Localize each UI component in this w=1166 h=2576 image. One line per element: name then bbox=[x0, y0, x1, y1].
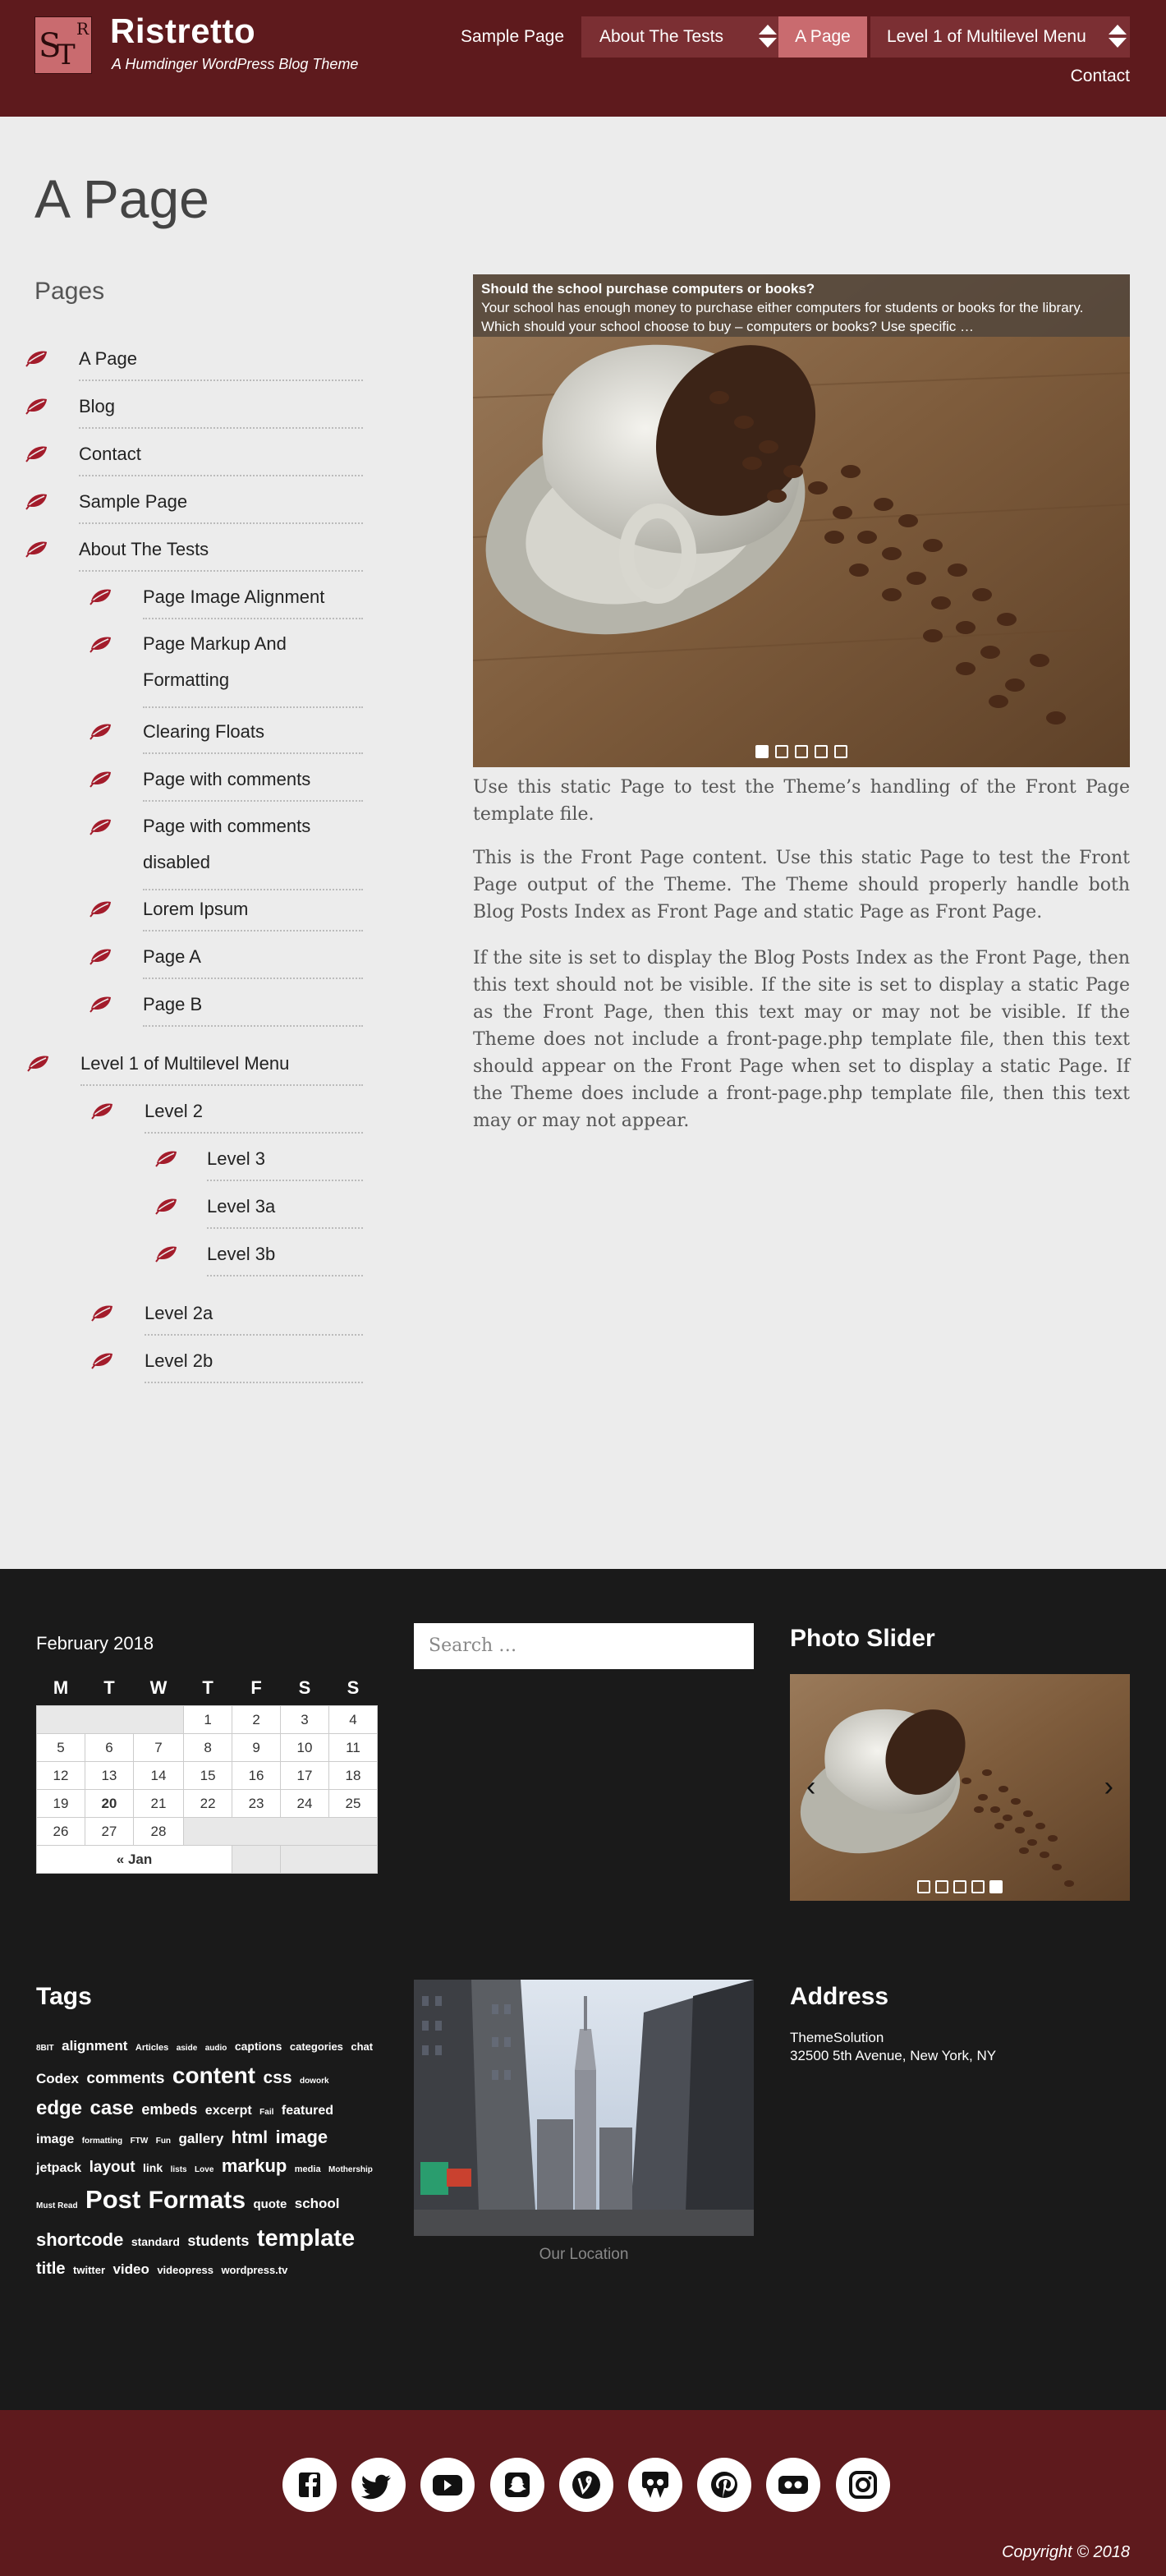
tag-link[interactable]: alignment bbox=[62, 2038, 128, 2054]
leaf-bullet-icon bbox=[26, 1053, 51, 1073]
tag-link[interactable]: audio bbox=[204, 2044, 227, 2053]
pages-menu-label: About The Tests bbox=[79, 539, 209, 559]
tag-link[interactable]: captions bbox=[234, 2040, 282, 2053]
photo-slider-dot[interactable] bbox=[953, 1880, 966, 1893]
tag-link[interactable]: wordpress.tv bbox=[221, 2264, 288, 2277]
tag-link[interactable]: gallery bbox=[178, 2131, 224, 2147]
calendar-day: 11 bbox=[328, 1734, 377, 1762]
calendar-widget bbox=[36, 1671, 378, 1874]
tag-link[interactable]: featured bbox=[281, 2104, 333, 2118]
menu-divider bbox=[145, 1334, 363, 1336]
nav-about-label: About The Tests bbox=[599, 27, 723, 46]
tag-link[interactable]: template bbox=[256, 2224, 356, 2252]
twitter-icon[interactable] bbox=[351, 2458, 406, 2512]
pages-menu-item[interactable] bbox=[89, 981, 309, 1027]
calendar-day: 20 bbox=[85, 1790, 133, 1818]
pages-menu-label: Page A bbox=[143, 946, 201, 967]
pages-menu-label: Level 3a bbox=[207, 1196, 276, 1217]
pages-menu-item[interactable] bbox=[25, 526, 309, 572]
pages-menu-label: Clearing Floats bbox=[143, 721, 264, 742]
menu-divider bbox=[145, 1382, 363, 1383]
calendar-weekday: W bbox=[149, 1677, 168, 1698]
calendar-day: 14 bbox=[133, 1762, 183, 1790]
tag-link[interactable]: categories bbox=[289, 2040, 343, 2053]
calendar-pad bbox=[232, 1846, 281, 1874]
coffee-cup-image bbox=[790, 1674, 1130, 1901]
photo-slider-pagination bbox=[790, 1880, 1130, 1898]
calendar-day: 22 bbox=[184, 1790, 232, 1818]
tag-link[interactable]: Love bbox=[195, 2164, 214, 2174]
tag-link[interactable]: students bbox=[187, 2232, 250, 2249]
calendar-weekday: F bbox=[250, 1677, 262, 1698]
menu-divider bbox=[143, 930, 363, 932]
site-logo[interactable] bbox=[34, 16, 92, 74]
tag-link[interactable]: Post bbox=[85, 2185, 141, 2215]
content-paragraph: This is the Front Page content. Use this static Page to test the Front Page output of the Theme. The Theme should properly handle both Blog Posts Index as Front Page and static Page as Front Page. bbox=[473, 848, 1130, 922]
calendar-day: 7 bbox=[133, 1734, 183, 1762]
pages-menu-item[interactable] bbox=[26, 1040, 310, 1086]
pages-menu-label: A Page bbox=[79, 348, 137, 369]
calendar-caption: February 2018 bbox=[36, 1633, 154, 1654]
calendar-day: 28 bbox=[133, 1818, 183, 1846]
tag-link[interactable]: FTW bbox=[130, 2137, 149, 2146]
calendar-day: 17 bbox=[281, 1762, 329, 1790]
calendar-weekday: M bbox=[53, 1677, 69, 1698]
tag-link[interactable]: embeds bbox=[141, 2101, 198, 2118]
coffee-cup-image bbox=[473, 274, 1130, 767]
tag-link[interactable]: comments bbox=[86, 2069, 165, 2087]
slideshare-icon[interactable] bbox=[628, 2458, 682, 2512]
pages-menu-label: Page with comments disabled bbox=[143, 816, 311, 872]
page-title: A Page bbox=[34, 168, 209, 229]
pages-menu-item[interactable] bbox=[89, 708, 309, 754]
pages-menu-label: Page Image Alignment bbox=[143, 586, 325, 607]
tag-link[interactable]: Fun bbox=[155, 2137, 172, 2146]
tag-link[interactable]: twitter bbox=[73, 2264, 106, 2277]
pages-menu-item[interactable] bbox=[25, 478, 309, 524]
calendar-pad bbox=[281, 1846, 378, 1874]
pages-menu-item[interactable] bbox=[89, 573, 325, 619]
tag-link[interactable]: standard bbox=[131, 2234, 180, 2248]
address-line: ThemeSolution bbox=[790, 2030, 884, 2045]
tag-link[interactable]: dowork bbox=[299, 2076, 329, 2086]
nav-a-page[interactable]: A Page bbox=[778, 16, 867, 58]
photo-slider-dot[interactable] bbox=[989, 1880, 1003, 1893]
pages-menu-item[interactable] bbox=[90, 1337, 310, 1383]
calendar-day: 5 bbox=[37, 1734, 85, 1762]
pages-menu-item[interactable] bbox=[89, 621, 309, 708]
tag-link[interactable]: jetpack bbox=[36, 2160, 82, 2175]
pages-menu-label: Contact bbox=[79, 444, 141, 464]
menu-divider bbox=[207, 1227, 363, 1229]
tag-link[interactable]: image bbox=[275, 2127, 328, 2148]
calendar-day: 8 bbox=[184, 1734, 232, 1762]
photo-slider[interactable] bbox=[790, 1674, 1130, 1901]
calendar-day: 15 bbox=[184, 1762, 232, 1790]
calendar-day: 25 bbox=[328, 1790, 377, 1818]
slider-caption-text: Your school has enough money to purchase either computers for students or books for the library. Which should your school choose to buy – computers or books? Use specific … bbox=[481, 300, 1084, 334]
pages-menu-label: Page B bbox=[143, 994, 203, 1014]
slider-dot[interactable] bbox=[795, 745, 808, 758]
menu-divider bbox=[143, 978, 363, 979]
tag-link[interactable]: video bbox=[112, 2261, 149, 2278]
pages-menu-label: Level 3 bbox=[207, 1148, 265, 1169]
tag-link[interactable]: edge bbox=[36, 2097, 83, 2120]
calendar-day: 26 bbox=[37, 1818, 85, 1846]
slider-prev-arrow-icon[interactable]: ‹ bbox=[806, 1771, 816, 1802]
pages-menu-label: Blog bbox=[79, 396, 116, 416]
slider-dot[interactable] bbox=[834, 745, 847, 758]
tag-link[interactable]: shortcode bbox=[36, 2229, 124, 2250]
pages-widget-title: Pages bbox=[34, 278, 105, 305]
logo-letter-t: T bbox=[57, 39, 76, 71]
menu-divider bbox=[143, 618, 363, 619]
calendar-day: 3 bbox=[281, 1706, 329, 1734]
pages-menu-item[interactable] bbox=[25, 383, 309, 429]
calendar-weekday: S bbox=[347, 1677, 360, 1698]
slider-dot[interactable] bbox=[775, 745, 788, 758]
menu-divider bbox=[79, 475, 363, 476]
slider-caption bbox=[473, 274, 1130, 337]
tag-link[interactable]: layout bbox=[89, 2158, 135, 2176]
pages-menu-item[interactable] bbox=[90, 1290, 310, 1336]
pages-menu-label: Level 2b bbox=[145, 1350, 213, 1371]
pages-menu-item[interactable] bbox=[25, 430, 309, 476]
leaf-bullet-icon bbox=[90, 1303, 115, 1322]
calendar-day: 27 bbox=[85, 1818, 133, 1846]
menu-divider bbox=[79, 522, 363, 524]
menu-divider bbox=[145, 1132, 363, 1134]
tag-link[interactable]: content bbox=[172, 2062, 256, 2088]
tag-link[interactable]: school bbox=[294, 2196, 340, 2212]
site-tagline: A Humdinger WordPress Blog Theme bbox=[112, 56, 359, 72]
pages-menu-item[interactable] bbox=[154, 1183, 312, 1229]
calendar-day: 1 bbox=[184, 1706, 232, 1734]
pages-menu-item[interactable] bbox=[154, 1135, 312, 1181]
tag-link[interactable]: media bbox=[294, 2164, 321, 2174]
tag-link[interactable]: Formats bbox=[148, 2187, 246, 2215]
nav-level1-label: Level 1 of Multilevel Menu bbox=[887, 27, 1086, 46]
leaf-bullet-icon bbox=[154, 1148, 179, 1168]
calendar-day: 16 bbox=[232, 1762, 281, 1790]
flickr-icon[interactable] bbox=[766, 2458, 820, 2512]
search-input[interactable]: Search … bbox=[414, 1623, 754, 1669]
tag-link[interactable]: chat bbox=[351, 2040, 374, 2053]
tag-link[interactable]: formatting bbox=[81, 2137, 123, 2146]
pages-menu-item[interactable] bbox=[89, 886, 309, 932]
pages-menu-item[interactable] bbox=[89, 933, 309, 979]
tag-cloud bbox=[36, 2036, 379, 2282]
content-slider[interactable] bbox=[473, 274, 1130, 767]
calendar-day: 2 bbox=[232, 1706, 281, 1734]
menu-divider bbox=[143, 1025, 363, 1027]
photo-slider-dot[interactable] bbox=[935, 1880, 948, 1893]
tag-link[interactable]: markup bbox=[221, 2155, 287, 2176]
slider-dot[interactable] bbox=[755, 745, 769, 758]
tag-link[interactable]: css bbox=[263, 2068, 292, 2087]
leaf-bullet-icon bbox=[25, 539, 49, 559]
leaf-bullet-icon bbox=[89, 634, 113, 654]
photo-slider-title: Photo Slider bbox=[790, 1625, 935, 1652]
tag-link[interactable]: Codex bbox=[36, 2070, 79, 2086]
tag-link[interactable]: quote bbox=[253, 2197, 287, 2212]
calendar-day: 10 bbox=[281, 1734, 329, 1762]
calendar-day: 6 bbox=[85, 1734, 133, 1762]
menu-divider bbox=[207, 1180, 363, 1181]
content-paragraph: Use this static Page to test the Theme’s handling of the Front Page template file. bbox=[473, 777, 1130, 825]
site-title[interactable]: Ristretto bbox=[110, 12, 256, 50]
address-line: 32500 5th Avenue, New York, NY bbox=[790, 2048, 997, 2063]
leaf-bullet-icon bbox=[89, 586, 113, 606]
tag-link[interactable]: image bbox=[36, 2132, 75, 2147]
calendar-day: 19 bbox=[37, 1790, 85, 1818]
facebook-icon[interactable] bbox=[282, 2458, 337, 2512]
calendar-day: 12 bbox=[37, 1762, 85, 1790]
leaf-bullet-icon bbox=[25, 491, 49, 511]
site-header bbox=[0, 0, 1166, 117]
pages-menu-item[interactable] bbox=[154, 1230, 312, 1276]
tag-link[interactable]: Fail bbox=[259, 2108, 274, 2118]
calendar-prev-link[interactable]: « Jan bbox=[37, 1846, 232, 1874]
nav-sample-page[interactable]: Sample Page bbox=[460, 27, 565, 46]
nav-contact[interactable]: Contact bbox=[1070, 67, 1130, 85]
leaf-bullet-icon bbox=[90, 1350, 115, 1370]
slider-next-arrow-icon[interactable]: › bbox=[1104, 1771, 1113, 1802]
snapchat-icon[interactable] bbox=[490, 2458, 544, 2512]
logo-letter-r: R bbox=[76, 19, 90, 39]
photo-slider-dot[interactable] bbox=[917, 1880, 930, 1893]
pages-menu-label: Level 2 bbox=[145, 1101, 203, 1121]
pages-menu-label: Level 3b bbox=[207, 1244, 276, 1264]
menu-divider bbox=[207, 1275, 363, 1276]
content-paragraph: If the site is set to display the Blog Posts Index as the Front Page, then this text should not be visible. If the site is set to display a static Page as the Front Page, then this text may or may not be visible. If the Theme does not include a front-page.php template file, then this text should appear on the Front Page when set to display a static Page. If the Theme does include a front-page.php template file, then this text may or may not appear. bbox=[473, 948, 1130, 1131]
pages-menu-label: Level 2a bbox=[145, 1303, 213, 1323]
calendar-day: 13 bbox=[85, 1762, 133, 1790]
pages-menu-label: Lorem Ipsum bbox=[143, 899, 249, 919]
dropdown-toggle-icon[interactable] bbox=[1107, 25, 1128, 49]
calendar-weekday: S bbox=[298, 1677, 311, 1698]
dropdown-toggle-icon[interactable] bbox=[757, 25, 778, 49]
menu-divider bbox=[79, 427, 363, 429]
tag-link[interactable]: Must Read bbox=[36, 2201, 78, 2211]
tag-link[interactable]: link bbox=[143, 2160, 163, 2174]
pages-menu-label: Level 1 of Multilevel Menu bbox=[80, 1053, 290, 1074]
calendar-weekday: T bbox=[103, 1677, 115, 1698]
leaf-bullet-icon bbox=[89, 946, 113, 966]
calendar-weekday: T bbox=[202, 1677, 213, 1698]
calendar-pad bbox=[184, 1818, 378, 1846]
copyright-text: Copyright © 2018 bbox=[1002, 2543, 1130, 2561]
menu-divider bbox=[79, 380, 363, 381]
pages-menu-label: Page Markup And Formatting bbox=[143, 633, 287, 690]
leaf-bullet-icon bbox=[89, 816, 113, 836]
leaf-bullet-icon bbox=[154, 1244, 179, 1263]
nav-about-the-tests[interactable] bbox=[581, 16, 778, 58]
tag-link[interactable]: aside bbox=[176, 2044, 198, 2053]
leaf-bullet-icon bbox=[25, 348, 49, 368]
logo-letter-s: S bbox=[39, 27, 62, 65]
tag-link[interactable]: Mothership bbox=[328, 2164, 373, 2174]
pages-menu-item[interactable] bbox=[89, 756, 309, 802]
menu-divider bbox=[143, 752, 363, 754]
pinterest-icon[interactable] bbox=[697, 2458, 751, 2512]
calendar-day: 4 bbox=[328, 1706, 377, 1734]
pages-menu-item[interactable] bbox=[90, 1088, 310, 1134]
photo-slider-dot[interactable] bbox=[971, 1880, 985, 1893]
leaf-bullet-icon bbox=[25, 444, 49, 463]
tag-link[interactable]: lists bbox=[170, 2164, 187, 2174]
leaf-bullet-icon bbox=[89, 769, 113, 789]
slider-caption-title: Should the school purchase computers or books? bbox=[481, 281, 815, 297]
nav-level-1-multilevel[interactable] bbox=[870, 16, 1130, 58]
calendar-day: 24 bbox=[281, 1790, 329, 1818]
tags-title: Tags bbox=[36, 1983, 92, 2010]
calendar-day: 9 bbox=[232, 1734, 281, 1762]
location-image bbox=[414, 1980, 754, 2236]
pages-menu-label: Sample Page bbox=[79, 491, 188, 512]
menu-divider bbox=[143, 800, 363, 802]
calendar-day: 23 bbox=[232, 1790, 281, 1818]
leaf-bullet-icon bbox=[25, 396, 49, 416]
tag-link[interactable]: html bbox=[231, 2128, 269, 2148]
calendar-pad bbox=[37, 1706, 184, 1734]
menu-divider bbox=[79, 570, 363, 572]
youtube-icon[interactable] bbox=[420, 2458, 475, 2512]
calendar-day: 18 bbox=[328, 1762, 377, 1790]
menu-divider bbox=[80, 1084, 363, 1086]
address-block bbox=[790, 2029, 996, 2065]
tag-link[interactable]: 8BIT bbox=[36, 2044, 54, 2053]
leaf-bullet-icon bbox=[154, 1196, 179, 1216]
vine-icon[interactable] bbox=[559, 2458, 613, 2512]
pages-menu-item[interactable] bbox=[25, 335, 309, 381]
tag-link[interactable]: videopress bbox=[157, 2264, 213, 2277]
instagram-icon[interactable] bbox=[836, 2458, 890, 2512]
pages-menu-item[interactable] bbox=[89, 803, 309, 890]
leaf-bullet-icon bbox=[89, 899, 113, 918]
leaf-bullet-icon bbox=[89, 994, 113, 1014]
leaf-bullet-icon bbox=[90, 1101, 115, 1120]
slider-dot[interactable] bbox=[815, 745, 828, 758]
leaf-bullet-icon bbox=[89, 721, 113, 741]
tag-link[interactable]: title bbox=[36, 2260, 66, 2279]
tag-link[interactable]: Articles bbox=[135, 2043, 169, 2053]
tag-link[interactable]: case bbox=[90, 2097, 134, 2120]
slider-pagination bbox=[473, 745, 1130, 762]
tag-link[interactable]: excerpt bbox=[204, 2104, 252, 2118]
pages-menu-label: Page with comments bbox=[143, 769, 311, 789]
address-title: Address bbox=[790, 1983, 889, 2010]
calendar-day: 21 bbox=[133, 1790, 183, 1818]
location-caption: Our Location bbox=[539, 2246, 629, 2263]
